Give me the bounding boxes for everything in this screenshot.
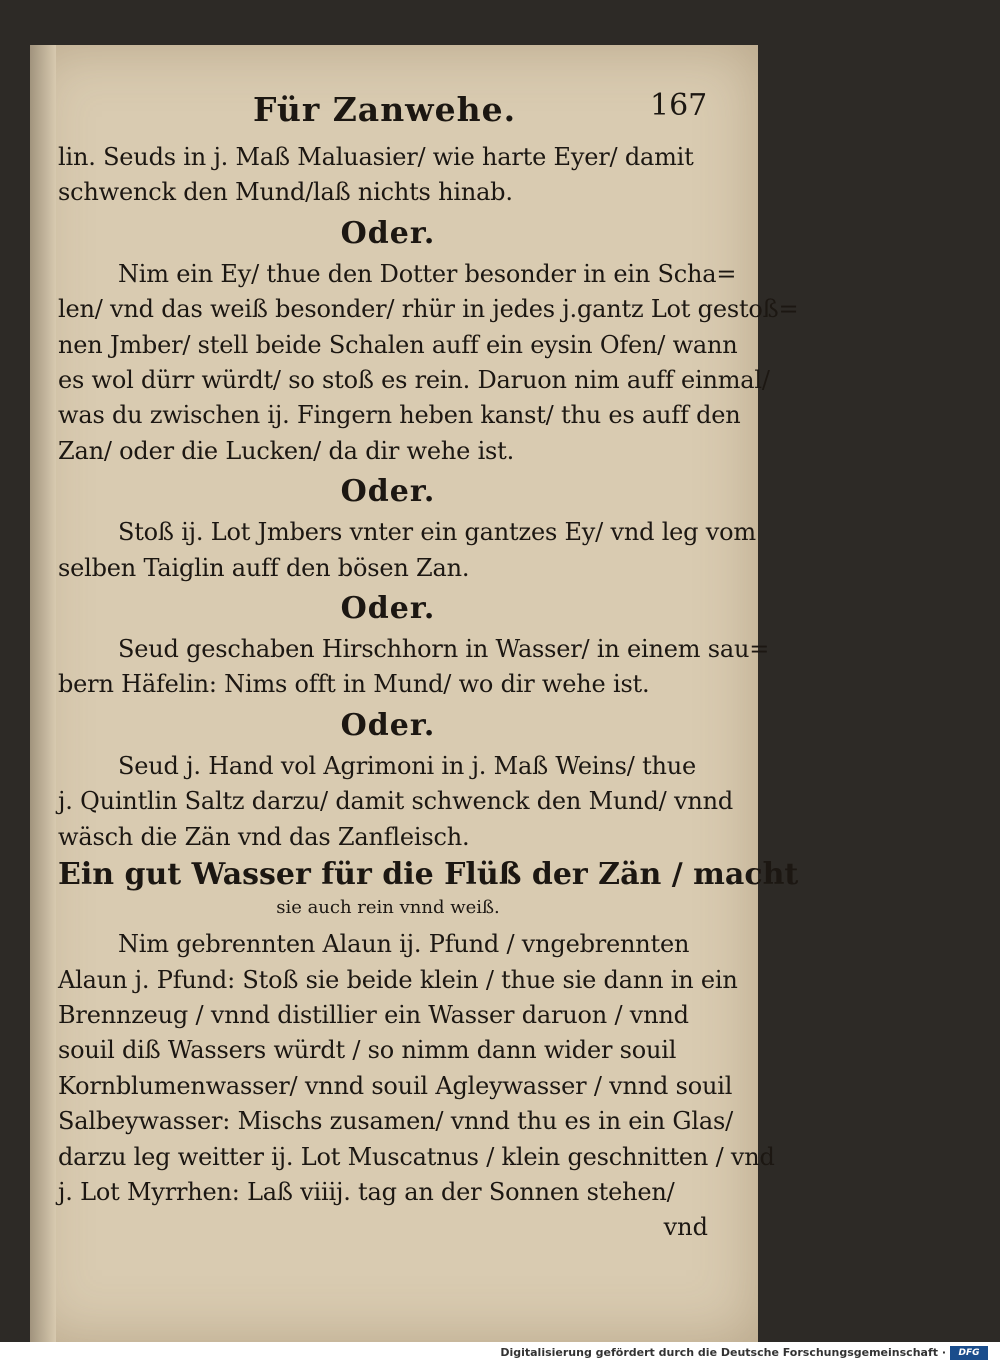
text-line: Kornblumenwasser/ vnnd souil Agleywasser / vnnd souil: [58, 1071, 733, 1100]
section-heading: Oder.: [340, 215, 436, 251]
page-gutter-shadow: [30, 45, 56, 1342]
text-line: Nim gebrennten Alaun ij. Pfund / vngebrennten: [118, 930, 690, 959]
text-line: j. Quintlin Saltz darzu/ damit schwenck den Mund/ vnnd: [58, 787, 734, 816]
text-line: schwenck den Mund/laß nichts hinab.: [58, 178, 513, 207]
running-head: Für Zanwehe.: [253, 90, 517, 129]
recipe-title: Ein gut Wasser für die Flüß der Zän / macht: [58, 857, 799, 893]
text-line: Nim ein Ey/ thue den Dotter besonder in ein Scha=: [118, 259, 737, 288]
recipe-subtitle: sie auch rein vnnd weiß.: [276, 897, 500, 919]
section-heading: Oder.: [340, 707, 436, 743]
section-heading: Oder.: [340, 474, 436, 510]
text-line: Seud geschaben Hirschhorn in Wasser/ in einem sau=: [118, 635, 770, 664]
text-line: Salbeywasser: Mischs zusamen/ vnnd thu es in ein Glas/: [58, 1107, 733, 1136]
text-line: wäsch die Zän vnd das Zanfleisch.: [58, 822, 470, 851]
text-line: bern Häfelin: Nims offt in Mund/ wo dir wehe ist.: [58, 670, 650, 699]
page-header: [58, 80, 718, 140]
text-line: es wol dürr würdt/ so stoß es rein. Daruon nim auff einmal/: [58, 366, 770, 395]
digitization-credit: Digitalisierung gefördert durch die Deutsche Forschungsgemeinschaft ·: [500, 1346, 946, 1359]
page-number: 167: [650, 88, 708, 123]
page-text: [58, 80, 799, 1244]
text-line: j. Lot Myrrhen: Laß viiij. tag an der Sonnen stehen/: [58, 1177, 675, 1206]
catchword: vnd: [663, 1213, 708, 1242]
text-line: len/ vnd das weiß besonder/ rhür in jedes j.gantz Lot gestoß=: [58, 295, 799, 324]
text-line: souil diß Wassers würdt / so nimm dann wider souil: [58, 1036, 677, 1065]
text-line: was du zwischen ij. Fingern heben kanst/ thu es auff den: [58, 401, 741, 430]
text-line: Brennzeug / vnnd distillier ein Wasser daruon / vnnd: [58, 1000, 689, 1029]
section-heading: Oder.: [340, 591, 436, 627]
text-line: Zan/ oder die Lucken/ da dir wehe ist.: [58, 436, 515, 465]
text-line: Alaun j. Pfund: Stoß sie beide klein / thue sie dann in ein: [58, 965, 738, 994]
text-line: nen Jmber/ stell beide Schalen auff ein eysin Ofen/ wann: [58, 330, 738, 359]
text-line: Stoß ij. Lot Jmbers vnter ein gantzes Ey/ vnd leg vom: [118, 518, 756, 547]
text-line: darzu leg weitter ij. Lot Muscatnus / klein geschnitten / vnd: [58, 1142, 775, 1171]
text-line: selben Taiglin auff den bösen Zan.: [58, 553, 470, 582]
text-line: Seud j. Hand vol Agrimoni in j. Maß Weins/ thue: [118, 751, 697, 780]
text-line: lin. Seuds in j. Maß Maluasier/ wie harte Eyer/ damit: [58, 143, 694, 171]
dfg-logo[interactable]: DFG: [950, 1346, 988, 1360]
